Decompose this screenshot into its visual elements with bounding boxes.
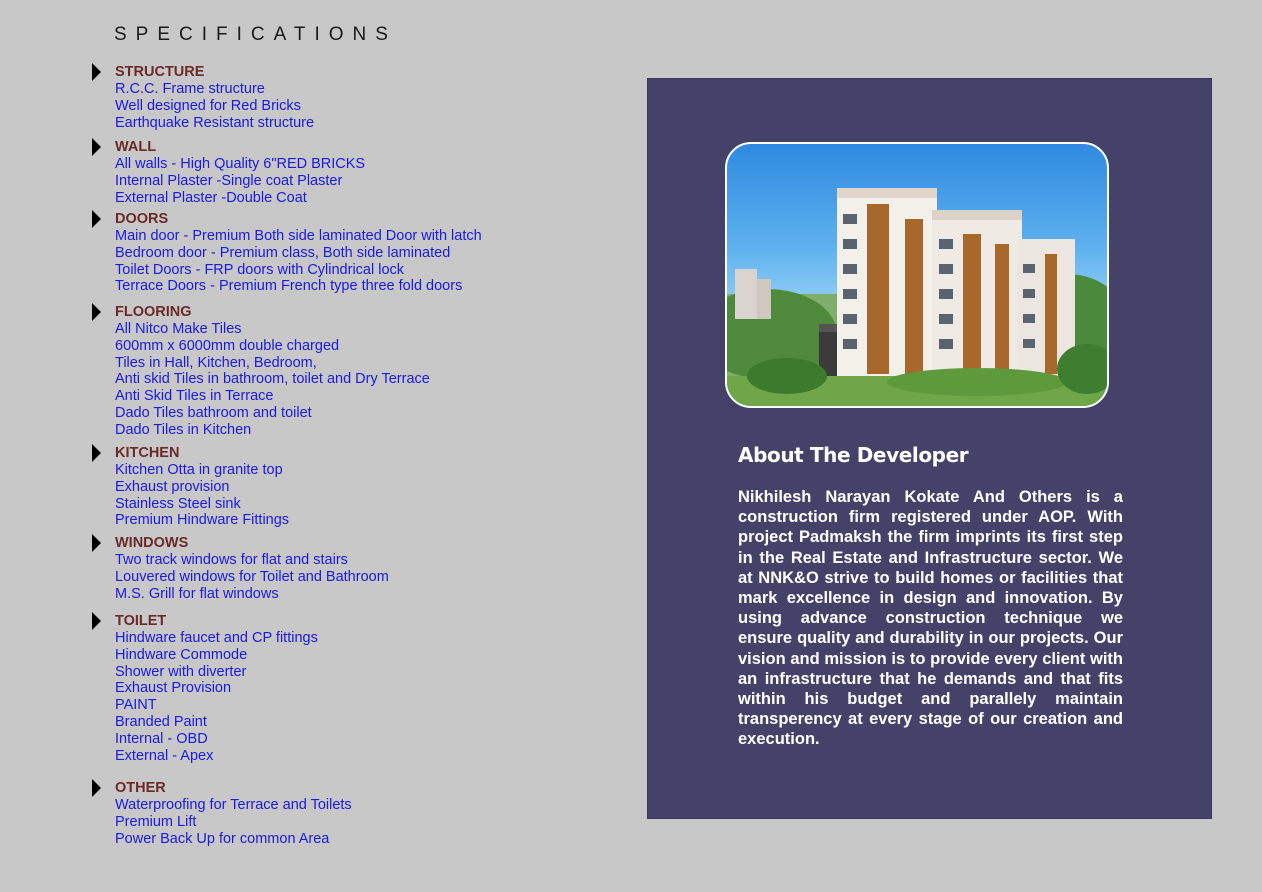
list-item: All Nitco Make Tiles bbox=[115, 321, 242, 337]
section-heading: DOORS bbox=[115, 211, 169, 227]
spec-list bbox=[115, 630, 318, 764]
list-item: M.S. Grill for flat windows bbox=[115, 585, 279, 602]
list-item: Dado Tiles bathroom and toilet bbox=[115, 404, 312, 421]
list-item: Terrace Doors - Premium French type three fold doors bbox=[115, 278, 463, 295]
list-item: Stainless Steel sink bbox=[115, 495, 241, 512]
list-item: R.C.C. Frame structure bbox=[115, 81, 265, 97]
triangle-bullet-icon bbox=[92, 303, 101, 321]
spec-list bbox=[115, 462, 289, 529]
triangle-bullet-icon bbox=[92, 63, 101, 81]
spec-list bbox=[115, 321, 430, 439]
list-item: All walls - High Quality 6"RED BRICKS bbox=[115, 156, 366, 172]
list-item: Well designed for Red Bricks bbox=[115, 97, 301, 114]
list-item: Internal Plaster -Single coat Plaster bbox=[115, 172, 343, 189]
list-item: Exhaust provision bbox=[115, 478, 230, 495]
list-item: Internal - OBD bbox=[115, 730, 208, 747]
developer-panel bbox=[647, 78, 1212, 819]
triangle-bullet-icon bbox=[92, 534, 101, 552]
developer-description: Nikhilesh Narayan Kokate And Others is a construction firm registered under AOP. With project Padmaksh the firm imprints its first step in the Real Estate and Infrastructure sector. We at NNK&O strive to build homes or facilities that mark excellence in design and innovation. By using advance construction technique we ensure quality and durability in our projects. Our vision and mission is to provide every client with an infrastructure that he demands and that fits within his budget and parallely maintain transperency at every stage of our creation and execution. bbox=[738, 488, 1123, 749]
list-item: Anti Skid Tiles in Terrace bbox=[115, 388, 274, 405]
triangle-bullet-icon bbox=[92, 612, 101, 630]
section-heading: STRUCTURE bbox=[115, 64, 205, 80]
triangle-bullet-icon bbox=[92, 779, 101, 797]
list-item: Tiles in Hall, Kitchen, Bedroom, bbox=[115, 354, 317, 371]
list-item: Kitchen Otta in granite top bbox=[115, 462, 283, 478]
page-title: SPECIFICATIONS bbox=[114, 24, 397, 45]
triangle-bullet-icon bbox=[92, 444, 101, 462]
spec-list bbox=[115, 228, 482, 295]
spec-list bbox=[115, 797, 352, 847]
list-item: Toilet Doors - FRP doors with Cylindrical lock bbox=[115, 261, 405, 278]
list-item: Dado Tiles in Kitchen bbox=[115, 421, 252, 438]
list-item: Exhaust Provision bbox=[115, 680, 232, 697]
list-item: Hindware Commode bbox=[115, 646, 248, 663]
list-item: Power Back Up for common Area bbox=[115, 830, 330, 847]
developer-title: About The Developer bbox=[738, 443, 969, 467]
section-heading: WINDOWS bbox=[115, 535, 189, 551]
list-item: Bedroom door - Premium class, Both side laminated bbox=[115, 244, 451, 261]
list-item: Hindware faucet and CP fittings bbox=[115, 630, 318, 646]
list-item: Shower with diverter bbox=[115, 663, 247, 680]
list-item: Two track windows for flat and stairs bbox=[115, 552, 348, 568]
list-item: Anti skid Tiles in bathroom, toilet and Dry Terrace bbox=[115, 371, 430, 388]
list-item: Louvered windows for Toilet and Bathroom bbox=[115, 568, 389, 585]
list-item: Premium Hindware Fittings bbox=[115, 512, 290, 529]
spec-list bbox=[115, 552, 389, 602]
list-item: External - Apex bbox=[115, 747, 214, 764]
building-photo bbox=[725, 142, 1109, 408]
list-item: Premium Lift bbox=[115, 813, 197, 830]
section-heading: FLOORING bbox=[115, 304, 192, 320]
list-item: Main door - Premium Both side laminated Door with latch bbox=[115, 228, 482, 244]
list-item: Earthquake Resistant structure bbox=[115, 114, 315, 131]
list-item: External Plaster -Double Coat bbox=[115, 189, 307, 206]
list-item: 600mm x 6000mm double charged bbox=[115, 337, 340, 354]
triangle-bullet-icon bbox=[92, 138, 101, 156]
triangle-bullet-icon bbox=[92, 210, 101, 228]
list-item: Waterproofing for Terrace and Toilets bbox=[115, 797, 352, 813]
spec-list bbox=[115, 156, 365, 206]
section-heading: OTHER bbox=[115, 780, 166, 796]
list-item: PAINT bbox=[115, 697, 157, 714]
building-illustration bbox=[727, 144, 1107, 406]
list-item: Branded Paint bbox=[115, 713, 207, 730]
section-heading: WALL bbox=[115, 139, 157, 155]
section-heading: TOILET bbox=[115, 613, 167, 629]
section-heading: KITCHEN bbox=[115, 445, 180, 461]
spec-list bbox=[115, 81, 314, 131]
